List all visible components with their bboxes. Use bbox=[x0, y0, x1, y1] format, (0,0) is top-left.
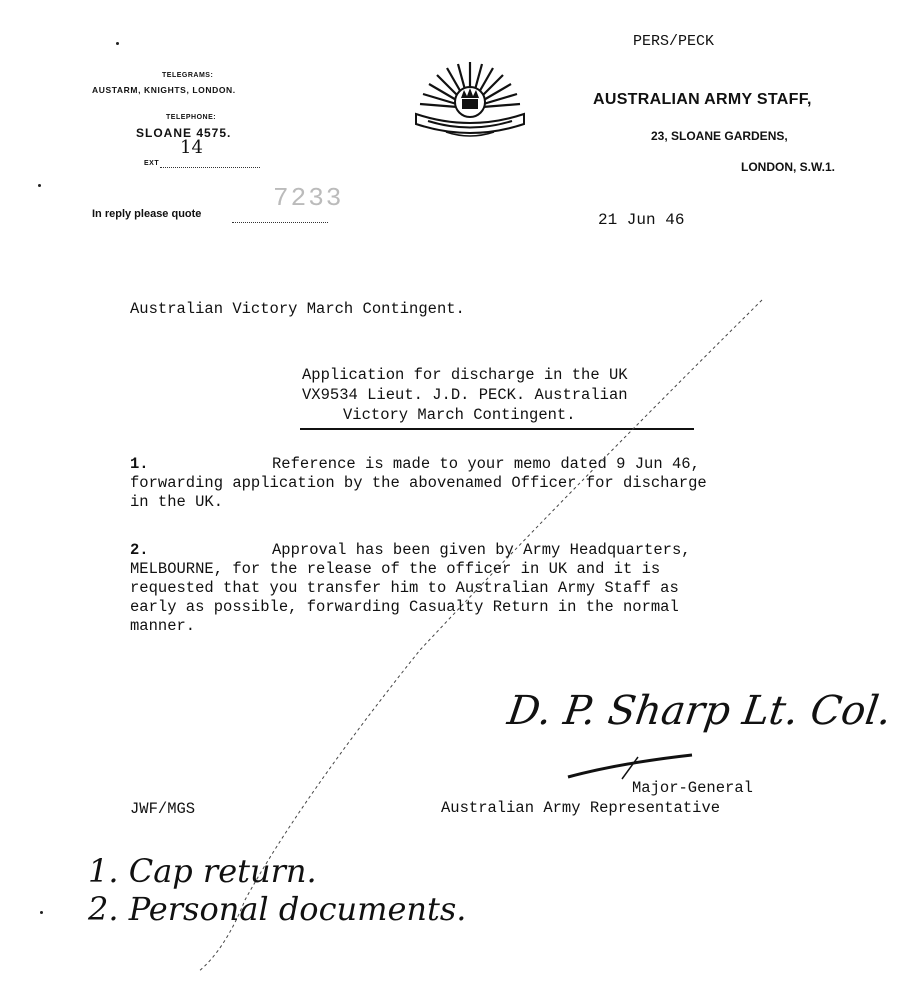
extension-label: EXT bbox=[144, 160, 160, 167]
paragraph-2-number: 2. bbox=[130, 541, 149, 559]
addressee: Australian Victory March Contingent. bbox=[130, 300, 465, 318]
reply-prompt: In reply please quote bbox=[92, 208, 202, 220]
subject-line-3: Victory March Contingent. bbox=[343, 406, 576, 424]
subject-line-2: VX9534 Lieut. J.D. PECK. Australian bbox=[302, 386, 628, 404]
telephone-number: SLOANE 4575. bbox=[136, 126, 232, 140]
signatory-title: Major-General bbox=[632, 779, 753, 797]
paragraph-2-line: MELBOURNE, for the release of the officer in UK and it is bbox=[130, 560, 661, 578]
paragraph-1-line: in the UK. bbox=[130, 493, 224, 511]
paragraph-2-line: requested that you transfer him to Australian Army Staff as bbox=[130, 579, 679, 597]
telegrams-address: AUSTARM, KNIGHTS, LONDON. bbox=[92, 85, 236, 95]
telegrams-label: TELEGRAMS: bbox=[162, 72, 214, 79]
address-line-2: LONDON, S.W.1. bbox=[741, 160, 836, 174]
paragraph-1-line: forwarding application by the abovenamed Officer for discharge bbox=[130, 474, 707, 492]
paragraph-2-line: early as possible, forwarding Casualty Return in the normal bbox=[130, 598, 679, 616]
handwritten-note-2: 2. Personal documents. bbox=[88, 890, 467, 928]
org-name: AUSTRALIAN ARMY STAFF, bbox=[593, 91, 812, 108]
paragraph-1-number: 1. bbox=[130, 455, 149, 473]
telephone-label: TELEPHONE: bbox=[166, 114, 217, 121]
handwritten-note-1: 1. Cap return. bbox=[88, 852, 317, 890]
typist-initials: JWF/MGS bbox=[130, 800, 196, 818]
letter-date: 21 Jun 46 bbox=[598, 211, 685, 229]
handwritten-signature: D. P. Sharp Lt. Col. bbox=[504, 688, 895, 734]
paragraph-2-line: manner. bbox=[130, 617, 196, 635]
extension-handwritten: 14 bbox=[180, 137, 203, 158]
paragraph-2-line: Approval has been given by Army Headquarters, bbox=[272, 541, 691, 559]
file-reference: PERS/PECK bbox=[633, 33, 715, 50]
address-line-1: 23, SLOANE GARDENS, bbox=[651, 129, 788, 143]
reply-reference-stamp: 7233 bbox=[273, 183, 344, 213]
subject-line-1: Application for discharge in the UK bbox=[302, 366, 628, 384]
signatory-organization: Australian Army Representative bbox=[441, 799, 721, 817]
paragraph-1-line: Reference is made to your memo dated 9 Jun 46, bbox=[272, 455, 700, 473]
